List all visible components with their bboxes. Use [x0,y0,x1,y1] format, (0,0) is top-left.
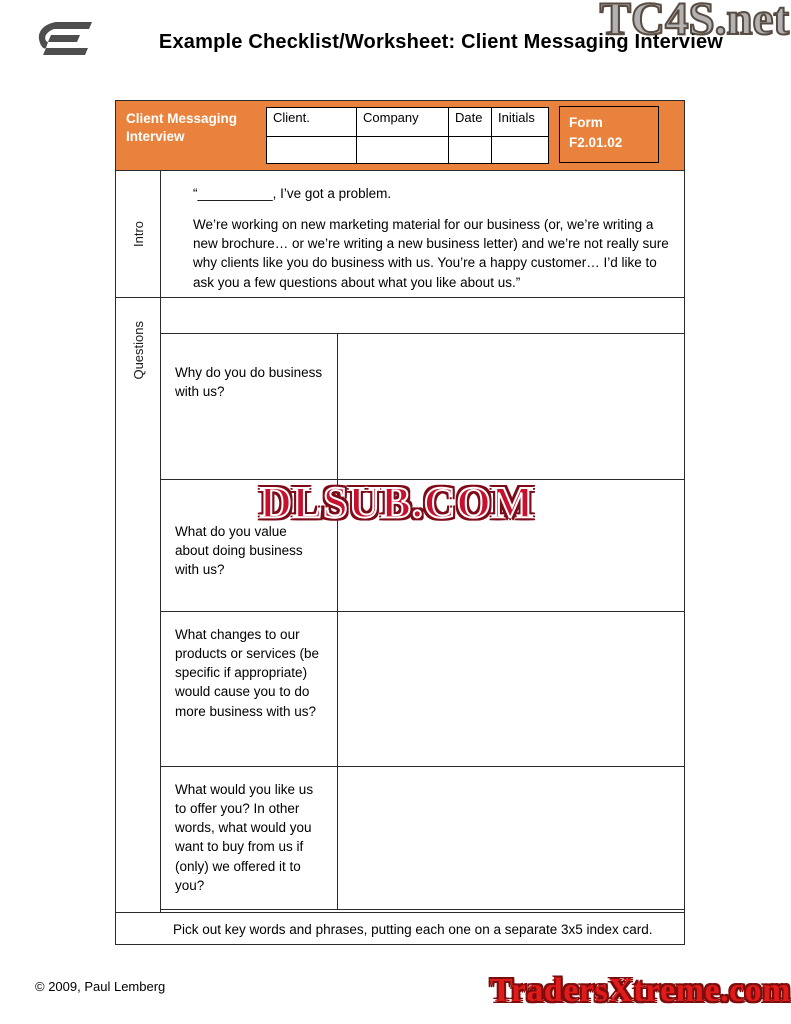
question-cell: What would you like us to offer you? In other words, what would you want to buy from us if (only) we offered it to you? [161,767,338,910]
question-cell: What do you value about doing business with us? [161,480,338,612]
header-fields-table [266,107,549,164]
question-cell: Why do you do business with us? [161,334,338,480]
questions-label-column [116,298,161,912]
intro-line-2: We’re working on new marketing material for our business (or, we’re writing a new brochure… or we’re writing a new business letter) and we’re not really sure why clients like you do business with us. You’re a happy customer… I’d like to ask you a few questions about what you like about us.” [193,217,669,290]
form-header-band [116,101,684,171]
form-number-line2: F2.01.02 [569,134,623,150]
questions-label: Questions [130,321,146,380]
tradersxtreme-watermark: TradersXtreme.com [490,972,791,1009]
page-title: Example Checklist/Worksheet: Client Messaging Interview [158,31,724,53]
questions-table [160,333,685,910]
question-row-1 [161,334,685,480]
company-field-input-cell [357,137,449,164]
instruction-text: Pick out key words and phrases, putting each one on a separate 3x5 index card. [173,922,653,937]
initials-field-label: Initials [492,108,549,137]
date-field-label: Date [449,108,492,137]
form-number-line1: Form [569,115,603,130]
form-header-title: Client Messaging Interview [126,111,238,145]
initials-field-input-cell [492,137,549,164]
dlsub-watermark: DLSUB.COM [260,478,535,527]
instruction-row [116,913,684,946]
copyright-text: © 2009, Paul Lemberg [35,979,166,994]
intro-label-column [116,171,161,297]
answer-cell [338,767,685,910]
question-cell: What changes to our products or services (be specific if appropriate) would cause you to do more business with us? [161,612,338,767]
question-row-3 [161,612,685,767]
intro-line-1: “__________, I’ve got a problem. [193,186,392,201]
answer-cell [338,612,685,767]
intro-text [161,171,684,297]
date-field-input-cell [449,137,492,164]
company-field-label: Company [357,108,449,137]
question-row-4 [161,767,685,910]
intro-row [116,171,684,298]
e5-logo-icon [34,20,96,63]
questions-content [161,298,684,912]
answer-cell [338,334,685,480]
questions-row [116,298,684,913]
client-field-label: Client. [267,108,357,137]
client-field-input-cell [267,137,357,164]
form-number-box [559,106,659,163]
intro-label: Intro [130,220,146,247]
tc4s-watermark: TC4S.net [599,0,789,45]
